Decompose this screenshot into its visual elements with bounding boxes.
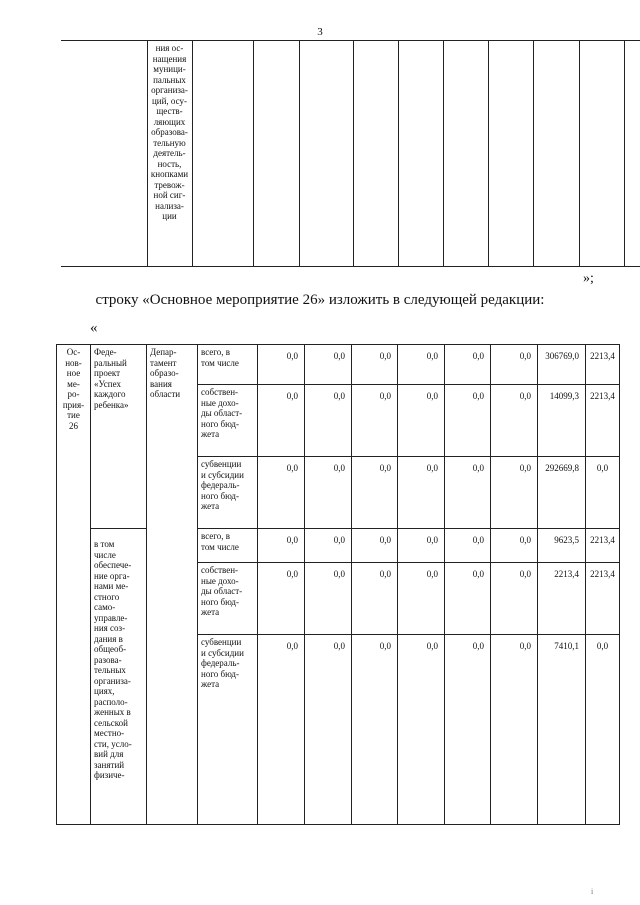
subproject-cell — [91, 529, 147, 825]
value-cell: 0,0 — [352, 345, 398, 385]
text-line: образо- — [150, 368, 179, 378]
value-cell: 2213,4 — [586, 345, 620, 385]
subproject-cell-lines — [94, 539, 143, 781]
text-line: тельных — [94, 665, 126, 675]
text-line: нащения — [152, 53, 187, 64]
value-cell: 0,0 — [305, 563, 352, 635]
value-cell: 0,0 — [445, 345, 491, 385]
value-cell: 0,0 — [398, 635, 445, 825]
text-line: нами ме- — [94, 581, 129, 591]
activity-cell-lines — [60, 347, 87, 431]
value-cell: 0,0 — [398, 345, 445, 385]
text-line: ды област- — [201, 408, 243, 418]
top-table-cell — [192, 41, 253, 267]
text-line: ции — [162, 211, 177, 221]
closing-quote: »; — [583, 271, 594, 286]
top-table-cell — [579, 41, 624, 267]
value-cell: 0,0 — [491, 635, 538, 825]
funding-source-cell — [198, 529, 258, 563]
text-line: организа- — [94, 675, 131, 686]
value-cell: 2213,4 — [586, 563, 620, 635]
value-cell: 7410,1 — [538, 635, 586, 825]
value-cell: 0,0 — [445, 529, 491, 563]
text-line: занятий — [94, 759, 125, 770]
text-line: 26 — [69, 420, 78, 431]
value-cell: 0,0 — [445, 563, 491, 635]
value-cell: 0,0 — [491, 345, 538, 385]
value-cell: 0,0 — [352, 529, 398, 563]
funding-source-cell-lines — [201, 637, 254, 690]
value-cell: 9623,5 — [538, 529, 586, 563]
text-line: ния соз- — [94, 623, 126, 633]
top-table-cell — [398, 41, 443, 267]
text-line: сельской — [94, 717, 128, 728]
top-table-description-cell — [147, 41, 192, 267]
text-line: ние орга- — [94, 570, 130, 581]
value-cell: 0,0 — [258, 345, 305, 385]
text-line: пальных — [153, 74, 186, 85]
value-cell: 0,0 — [352, 635, 398, 825]
text-line: жета — [201, 501, 220, 511]
value-cell: 0,0 — [445, 385, 491, 457]
top-table-cell — [443, 41, 488, 267]
text-line: циях, — [94, 686, 115, 696]
top-table-cell — [533, 41, 579, 267]
top-table-row — [61, 41, 640, 267]
top-table-cell — [624, 41, 640, 267]
value-cell: 0,0 — [491, 385, 538, 457]
text-line: вания — [150, 378, 172, 389]
text-line: местно- — [94, 728, 125, 738]
text-line: ные дохо- — [201, 397, 239, 408]
opening-quote: « — [90, 320, 98, 336]
text-line: и субсидии — [201, 647, 244, 658]
value-cell: 0,0 — [491, 529, 538, 563]
text-line: собствен- — [201, 565, 239, 575]
value-cell: 0,0 — [398, 385, 445, 457]
text-line: ного бюд- — [201, 418, 239, 429]
text-line: жета — [201, 607, 220, 617]
value-cell: 0,0 — [352, 385, 398, 457]
text-line: ность, — [157, 158, 182, 169]
value-cell: 0,0 — [258, 529, 305, 563]
value-cell: 0,0 — [445, 635, 491, 825]
text-line: Ос- — [66, 347, 81, 357]
text-line: деятель- — [153, 148, 186, 158]
text-line: проект — [94, 368, 121, 378]
value-cell: 0,0 — [305, 385, 352, 457]
value-cell: 292669,8 — [538, 457, 586, 529]
value-cell: 0,0 — [491, 563, 538, 635]
text-line: субвенции — [201, 637, 242, 647]
value-cell: 0,0 — [586, 635, 620, 825]
text-line: ного бюд- — [201, 668, 239, 679]
value-cell: 0,0 — [258, 563, 305, 635]
value-cell: 14099,3 — [538, 385, 586, 457]
text-line: ния ос- — [155, 43, 184, 53]
text-line: тельную — [153, 137, 186, 148]
top-table — [61, 40, 640, 267]
text-line: ное — [66, 368, 81, 378]
text-line: ды област- — [201, 586, 243, 596]
text-line: муници- — [153, 64, 186, 74]
text-line: каждого — [94, 389, 126, 399]
value-cell: 0,0 — [258, 385, 305, 457]
value-cell: 0,0 — [305, 457, 352, 529]
text-line: числе — [94, 549, 116, 560]
main-table — [56, 344, 620, 825]
funding-source-cell-lines — [201, 531, 254, 552]
text-line: федераль- — [201, 480, 240, 490]
value-cell: 306769,0 — [538, 345, 586, 385]
top-table-label-cell — [61, 41, 147, 267]
funding-source-cell — [198, 563, 258, 635]
text-line: общеоб- — [94, 644, 127, 654]
funding-source-cell-lines — [201, 459, 254, 512]
text-line: всего, в — [201, 347, 231, 357]
text-line: располо- — [94, 696, 128, 707]
value-cell: 0,0 — [398, 529, 445, 563]
value-cell: 0,0 — [305, 345, 352, 385]
text-line: в том — [94, 539, 115, 549]
funding-source-cell-lines — [201, 565, 254, 618]
text-line: разова- — [94, 654, 122, 665]
top-table-cell — [299, 41, 353, 267]
text-line: ные дохо- — [201, 575, 239, 586]
value-cell: 0,0 — [258, 635, 305, 825]
text-line: обеспече- — [94, 560, 132, 570]
text-line: том числе — [201, 357, 239, 368]
instruction-text: строку «Основное мероприятие 26» изложить в следующей редакции: — [95, 292, 545, 308]
text-line: всего, в — [201, 531, 231, 541]
text-line: ной сиг- — [153, 190, 186, 200]
text-line: «Успех — [94, 378, 121, 389]
footer-mark: i — [591, 887, 594, 896]
text-line: ральный — [94, 357, 127, 368]
text-line: женных в — [94, 707, 131, 717]
text-line: ро- — [67, 389, 80, 399]
text-line: прия- — [62, 399, 85, 410]
value-cell: 0,0 — [491, 457, 538, 529]
top-table-cell — [488, 41, 533, 267]
department-cell-lines — [150, 347, 194, 400]
text-line: образова- — [151, 127, 188, 137]
text-line: само- — [94, 602, 116, 612]
text-line: дания в — [94, 633, 123, 644]
text-line: тревож- — [154, 179, 185, 190]
text-line: кнопками — [150, 169, 189, 179]
text-line: тие — [67, 410, 80, 420]
text-line: ного бюд- — [201, 596, 239, 607]
text-line: тамент — [150, 357, 177, 368]
text-line: том числе — [201, 541, 239, 552]
value-cell: 0,0 — [398, 457, 445, 529]
funding-source-cell-lines — [201, 347, 254, 368]
funding-source-cell — [198, 385, 258, 457]
value-cell: 0,0 — [305, 529, 352, 563]
value-cell: 2213,4 — [538, 563, 586, 635]
value-cell: 2213,4 — [586, 385, 620, 457]
funding-source-cell — [198, 345, 258, 385]
project-cell-lines — [94, 347, 143, 410]
value-cell: 0,0 — [352, 457, 398, 529]
text-line: жета — [201, 679, 220, 689]
text-line: области — [150, 389, 181, 399]
text-line: стного — [94, 591, 120, 602]
top-table-cell — [353, 41, 398, 267]
value-cell: 0,0 — [258, 457, 305, 529]
text-line: Депар- — [150, 347, 177, 357]
text-line: нализа- — [155, 200, 184, 211]
text-line: Феде- — [94, 347, 117, 357]
page-number: 3 — [317, 26, 323, 38]
funding-source-cell — [198, 457, 258, 529]
text-line: ребенка» — [94, 399, 129, 410]
value-cell: 0,0 — [398, 563, 445, 635]
text-line: субвенции — [201, 459, 242, 469]
value-cell: 0,0 — [445, 457, 491, 529]
top-table-cell — [253, 41, 299, 267]
text-line: федераль- — [201, 658, 240, 668]
text-line: организа- — [151, 85, 188, 95]
value-cell: 0,0 — [305, 635, 352, 825]
table-row — [57, 529, 620, 563]
text-line: жета — [201, 429, 220, 439]
text-line: ществ- — [156, 106, 183, 116]
text-line: физиче- — [94, 770, 125, 780]
text-line: вий для — [94, 749, 124, 759]
text-line: и субсидии — [201, 469, 244, 480]
table-row — [57, 345, 620, 385]
funding-source-cell — [198, 635, 258, 825]
text-line: собствен- — [201, 387, 239, 397]
value-cell: 0,0 — [352, 563, 398, 635]
activity-cell — [57, 345, 91, 825]
text-line: ций, осу- — [151, 95, 188, 106]
project-cell — [91, 345, 147, 529]
text-line: сти, усло- — [94, 738, 132, 749]
text-line: ного бюд- — [201, 490, 239, 501]
text-line: ляющих — [153, 116, 186, 127]
text-line: ме- — [67, 378, 80, 389]
text-line: управле- — [94, 612, 128, 623]
top-cell-lines — [151, 43, 189, 222]
department-cell — [147, 345, 198, 825]
value-cell: 0,0 — [586, 457, 620, 529]
text-line: нов- — [65, 357, 82, 368]
funding-source-cell-lines — [201, 387, 254, 440]
value-cell: 2213,4 — [586, 529, 620, 563]
